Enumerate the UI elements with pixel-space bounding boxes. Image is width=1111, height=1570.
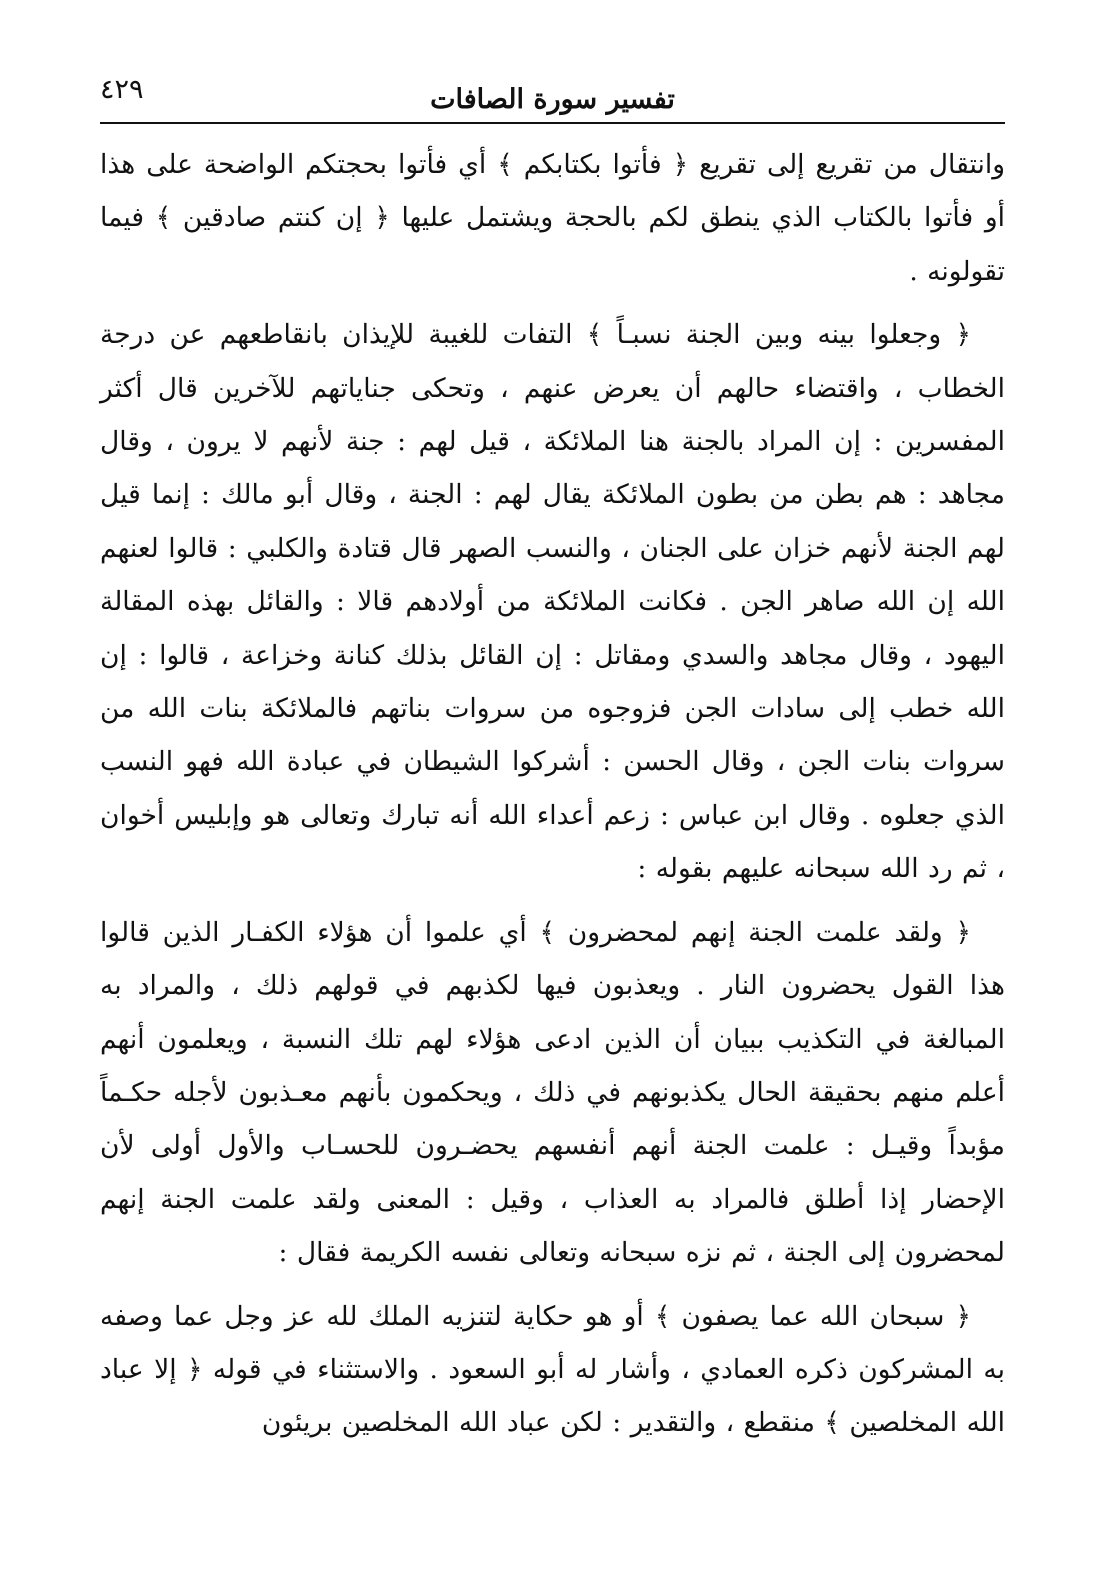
paragraph-4: ﴿ سبحان الله عما يصفون ﴾ أو هو حكاية لتنزيه الملك لله عز وجل عما وصفه به المشركون ذكره العمادي ، وأشار له أبو السعود . والاستثناء في قوله ﴿ إلا عباد الله المخلصين ﴾ منقطع ، والتقدير : لكن عباد الله المخلصين بريئون (100, 1300, 1005, 1439)
page-body (100, 138, 1005, 1450)
paragraph-1: وانتقال من تقريع إلى تقريع ﴿ فأتوا بكتابكم ﴾ أي فأتوا بحجتكم الواضحة على هذا أو فأتوا بالكتاب الذي ينطق لكم بالحجة ويشتمل عليها ﴿ إن كنتم صادقين ﴾ فيما تقولونه . (100, 149, 1005, 287)
page-number: ٤٢٩ (100, 74, 144, 105)
paragraph-2: ﴿ وجعلوا بينه وبين الجنة نسبـاً ﴾ التفات للغيبة للإيذان بانقاطعهم عن درجة الخطاب ، واقتضاء حالهم أن يعرض عنهم ، وتحكى جناياتهم للآخرين قال أكثر المفسرين : إن المراد بالجنة هنا الملائكة ، قيل لهم : جنة لأنهم لا يرون ، وقال مجاهد : هم بطن من بطون الملائكة يقال لهم : الجنة ، وقال أبو مالك : إنما قيل لهم الجنة لأنهم خزان على الجنان ، والنسب الصهر قال قتادة والكلبي : قالوا لعنهم الله إن الله صاهر الجن . فكانت الملائكة من أولادهم قالا : والقائل بهذه المقالة اليهود ، وقال مجاهد والسدي ومقاتل : إن القائل بذلك كنانة وخزاعة ، قالوا : إن الله خطب إلى سادات الجن فزوجوه من سروات بناتهم فالملائكة بنات الله من سروات بنات الجن ، وقال الحسن : أشركوا الشيطان في عبادة الله فهو النسب الذي جعلوه . وقال ابن عباس : زعم أعداء الله أنه تبارك وتعالى هو وإبليس أخوان ، ثم رد الله سبحانه عليهم بقوله : (100, 319, 1005, 885)
paragraph-3: ﴿ ولقد علمت الجنة إنهم لمحضرون ﴾ أي علموا أن هؤلاء الكفـار الذين قالوا هذا القول يحضرون النار . ويعذبون فيها لكذبهم في قولهم ذلك ، والمراد به المبالغة في التكذيب ببيان أن الذين ادعى هؤلاء لهم تلك النسبة ، ويعلمون أنهم أعلم منهم بحقيقة الحال يكذبونهم في ذلك ، ويحكمون بأنهم معـذبون لأجله حكـماً مؤبداً وقيـل : علمت الجنة أنهم أنفسهم يحضـرون للحسـاب والأول أولى لأن الإحضار إذا أطلق فالمراد به العذاب ، وقيل : المعنى ولقد علمت الجنة إنهم لمحضرون إلى الجنة ، ثم نزه سبحانه وتعالى نفسه الكريمة فقال : (100, 916, 1005, 1269)
book-page (100, 70, 1005, 1540)
page-header (100, 70, 1005, 124)
page-title: تفسير سورة الصافات (430, 84, 675, 115)
